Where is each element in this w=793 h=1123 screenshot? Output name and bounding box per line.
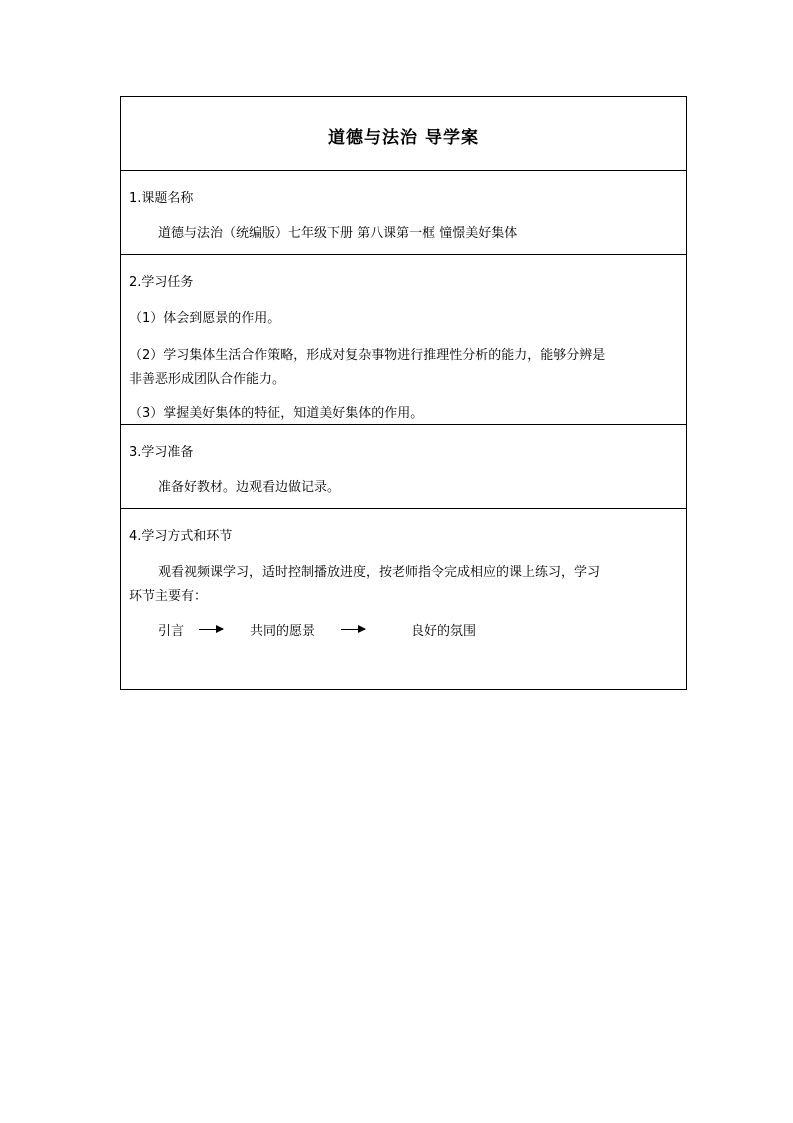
guide-table	[120, 96, 687, 690]
section-tasks	[121, 255, 686, 425]
section-preparation	[121, 425, 686, 509]
section-heading-topic: 1.课题名称	[129, 191, 194, 206]
flow-diagram	[121, 620, 686, 640]
flow-step-shared-vision: 共同的愿景	[250, 624, 316, 639]
task-item-2: （2）学习集体生活合作策略，形成对复杂事物进行推理性分析的能力，能够分辨是	[129, 348, 606, 363]
topic-content: 道德与法治（统编版）七年级下册 第八课第一框 憧憬美好集体	[158, 226, 518, 241]
section-heading-preparation: 3.学习准备	[129, 445, 194, 460]
task-item-2-cont: 非善恶形成团队合作能力。	[129, 372, 286, 387]
preparation-content: 准备好教材。边观看边做记录。	[158, 480, 341, 495]
flow-step-intro: 引言	[158, 624, 185, 639]
section-heading-methods: 4.学习方式和环节	[129, 529, 233, 544]
arrow-right-icon	[341, 629, 365, 630]
methods-content-line1: 观看视频课学习，适时控制播放进度，按老师指令完成相应的课上练习，学习	[158, 565, 601, 580]
page-title: 道德与法治 导学案	[328, 128, 479, 148]
task-item-3: （3）掌握美好集体的特征，知道美好集体的作用。	[129, 406, 424, 421]
title-row	[121, 97, 686, 171]
arrow-right-icon	[199, 629, 223, 630]
task-item-1: （1）体会到愿景的作用。	[129, 311, 281, 326]
section-topic	[121, 171, 686, 255]
section-methods	[121, 509, 686, 689]
section-heading-tasks: 2.学习任务	[129, 275, 194, 290]
flow-step-good-atmosphere: 良好的氛围	[411, 624, 477, 639]
methods-content-line2: 环节主要有：	[129, 589, 208, 604]
